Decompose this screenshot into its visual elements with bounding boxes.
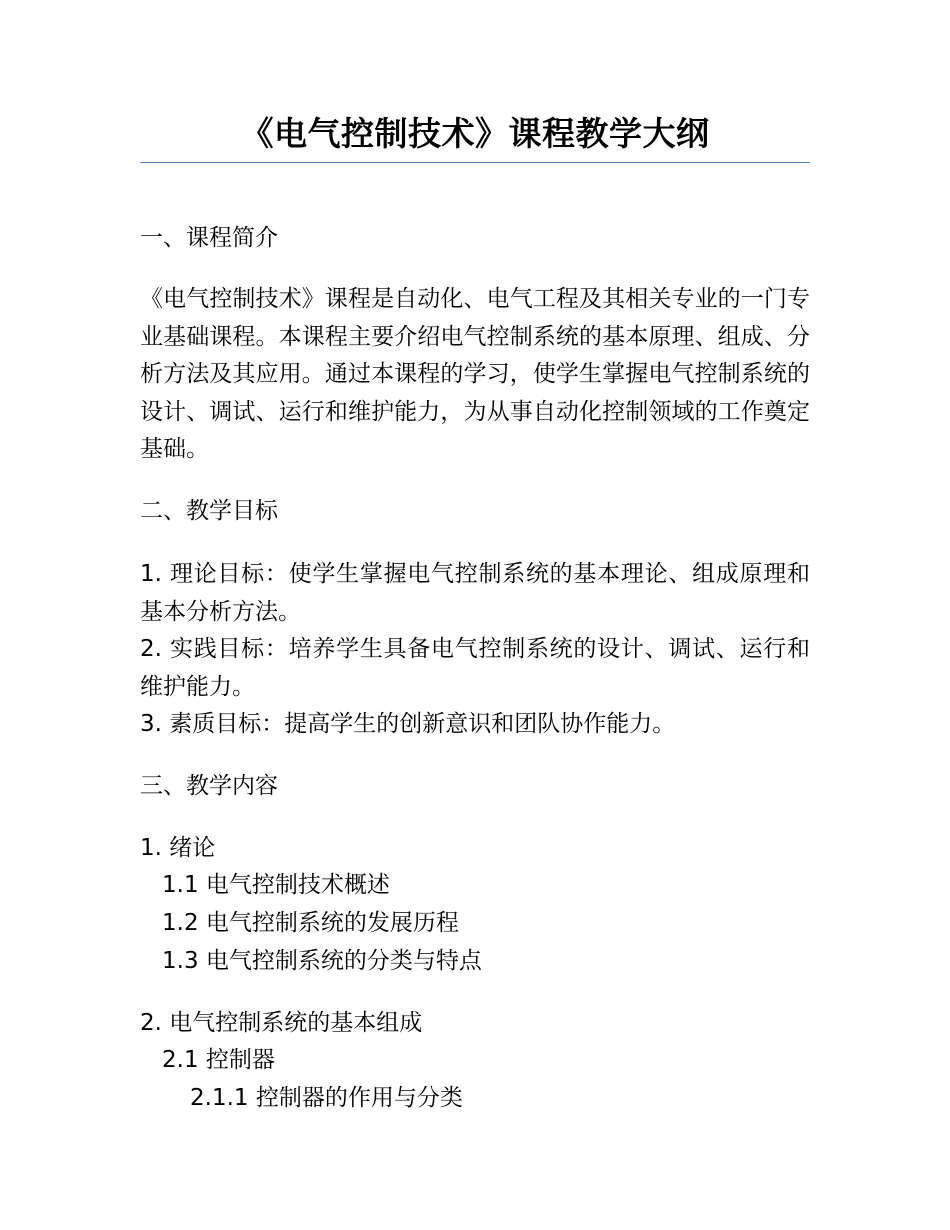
list-item: 1.1 电气控制技术概述 — [162, 872, 390, 898]
goal-item: 1. 理论目标：使学生掌握电气控制系统的基本理论、组成原理和基本分析方法。 — [140, 561, 810, 625]
title-underline — [140, 162, 810, 163]
list-item: 1.2 电气控制系统的发展历程 — [162, 910, 459, 936]
section-heading-goals: 二、教学目标 — [140, 498, 278, 524]
section-heading-content: 三、教学内容 — [140, 773, 278, 799]
document-title: 《电气控制技术》课程教学大纲 — [240, 114, 710, 153]
chapter-title: 1. 绪论 — [140, 835, 216, 861]
section-heading-intro: 一、课程简介 — [140, 225, 278, 251]
list-item: 1.3 电气控制系统的分类与特点 — [162, 948, 482, 974]
intro-paragraph: 《电气控制技术》课程是自动化、电气工程及其相关专业的一门专业基础课程。本课程主要介绍电气控制系统的基本原理、组成、分析方法及其应用。通过本课程的学习，使学生掌握电气控制系统的设计、调试、运行和维护能力，为从事自动化控制领域的工作奠定基础。 — [140, 286, 810, 462]
chapter-title: 2. 电气控制系统的基本组成 — [140, 1010, 423, 1036]
list-item: 2.1 控制器 — [162, 1047, 275, 1073]
goal-item: 3. 素质目标：提高学生的创新意识和团队协作能力。 — [140, 711, 676, 737]
goal-item: 2. 实践目标：培养学生具备电气控制系统的设计、调试、运行和维护能力。 — [140, 636, 810, 700]
list-subitem: 2.1.1 控制器的作用与分类 — [190, 1085, 463, 1111]
